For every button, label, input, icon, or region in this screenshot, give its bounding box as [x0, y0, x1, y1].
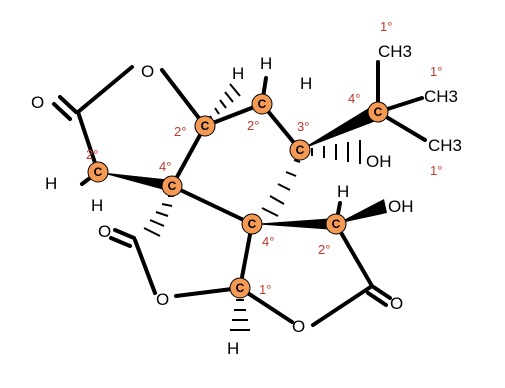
hash-stroke	[270, 196, 284, 204]
atom-h-left: H	[45, 174, 58, 193]
hash-stroke	[286, 172, 296, 176]
atom-h-top1: H	[232, 64, 245, 83]
atom-o-ring-mid: O	[156, 290, 170, 309]
atom-ch3-low: CH3	[428, 136, 463, 155]
carbon-atom	[162, 176, 182, 196]
carbon-atom	[290, 140, 310, 160]
atom-o-carbonyl-mid: O	[98, 222, 112, 241]
hash-stroke	[144, 228, 160, 236]
order-label: 2°	[174, 124, 187, 139]
atom-o-carbonyl-left: O	[31, 93, 45, 112]
wedge-bond	[252, 218, 336, 230]
wedge-bonds	[82, 106, 387, 230]
atom-o-ring-top: O	[141, 62, 155, 81]
atom-h-right: H	[337, 182, 350, 201]
hash-stroke	[215, 108, 219, 114]
carbon-symbol: C	[247, 217, 257, 231]
hash-stroke	[230, 84, 240, 96]
order-label: 2°	[318, 242, 331, 257]
carbon-symbol: C	[200, 119, 210, 133]
bond	[111, 238, 130, 246]
order-label: 4°	[348, 91, 361, 106]
carbon-symbol: C	[235, 281, 245, 295]
carbon-symbol: C	[331, 217, 341, 231]
atom-ch3-mid: CH3	[424, 87, 459, 106]
order-label: 2°	[247, 118, 260, 133]
order-label: 1°	[380, 19, 393, 34]
carbon-symbol: C	[295, 143, 305, 157]
carbon-atom	[252, 94, 272, 114]
carbon-atom	[368, 102, 388, 122]
atom-h-bottom: H	[227, 339, 240, 358]
carbon-atom	[88, 162, 108, 182]
atom-oh-right: OH	[388, 197, 414, 216]
bond	[313, 286, 372, 325]
bond	[135, 240, 155, 293]
hash-stroke	[162, 204, 172, 206]
order-label: 1°	[259, 282, 272, 297]
hash-stroke	[262, 208, 278, 216]
order-label: 1°	[430, 64, 443, 79]
bond	[162, 70, 205, 126]
atom-h-top2: H	[260, 54, 273, 73]
atom-o-carbonyl-right: O	[390, 294, 404, 313]
atom-h-top3: H	[300, 74, 313, 93]
carbon-atom	[230, 278, 250, 298]
atom-labels	[31, 42, 462, 358]
carbon-symbol: C	[373, 105, 383, 119]
carbon-symbol: C	[257, 97, 267, 111]
carbon-atom	[242, 214, 262, 234]
atom-oh-mid: OH	[366, 152, 392, 171]
hash-stroke	[220, 100, 226, 108]
wedge-bond	[98, 172, 172, 192]
order-label: 2°	[86, 147, 99, 162]
bond	[115, 230, 134, 238]
bond	[78, 67, 132, 112]
bond	[336, 224, 372, 286]
carbon-symbol: C	[167, 179, 177, 193]
hash-stroke	[156, 212, 168, 216]
atom-h-left-below: H	[91, 196, 104, 215]
carbon-atom	[195, 116, 215, 136]
bond	[172, 186, 252, 224]
order-label: 3°	[297, 119, 310, 134]
hash-stroke	[225, 92, 233, 102]
hash-stroke	[150, 220, 164, 226]
carbon-symbol: C	[93, 165, 103, 179]
order-label: 4°	[159, 159, 172, 174]
atom-o-ring-bottom: O	[292, 317, 306, 336]
atom-ch3-top: CH3	[378, 42, 413, 61]
order-label: 1°	[430, 163, 443, 178]
order-label: 4°	[262, 234, 275, 249]
carbon-atom	[326, 214, 346, 234]
hash-stroke	[278, 184, 290, 190]
